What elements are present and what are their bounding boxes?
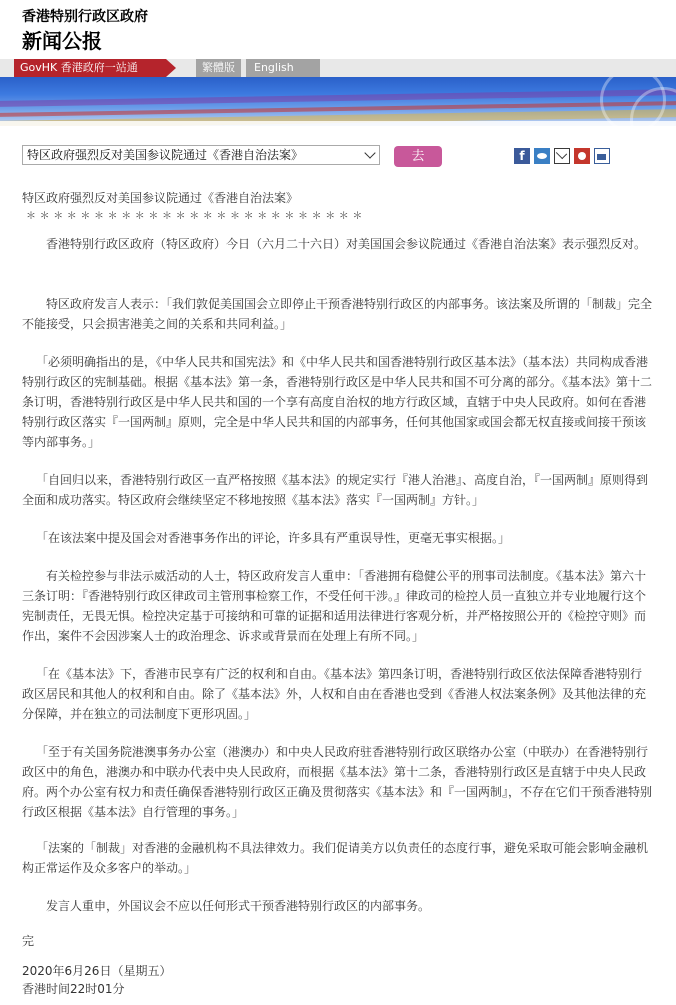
release-time: 香港时间22时01分	[22, 982, 125, 996]
story-select-value: 特区政府强烈反对美国参议院通过《香港自治法案》	[27, 148, 304, 162]
print-icon[interactable]	[594, 148, 610, 164]
header-banner	[0, 77, 676, 126]
top-nav	[0, 59, 676, 77]
paragraph: 特区政府发言人表示：「我们敦促美国国会立即停止干预香港特别行政区的内部事务。该法案及所谓的「制裁」完全不能接受，只会损害港美之间的关系和共同利益。」	[22, 297, 653, 331]
traditional-chinese-link[interactable]: 繁體版	[196, 59, 241, 77]
page-title: 新闻公报	[22, 29, 102, 53]
paragraph: 「至于有关国务院港澳事务办公室（港澳办）和中央人民政府驻香港特别行政区联络办公室（中联办）在香港特别行政区中的角色，港澳办和中联办代表中央人民政府，而根据《基本法》第十二条，香港特别行政区是直辖于中央人民政府。两个办公室有权力和责任确保香港特别行政区正确及贯彻落实《基本法》和『一国两制』，不存在它们干预香港特别行政区根据《基本法》自行管理的事务。」	[22, 745, 653, 819]
nav-arrow	[166, 59, 176, 77]
paragraph: 「必须明确指出的是，《中华人民共和国宪法》和《中华人民共和国香港特别行政区基本法》（基本法）共同构成香港特别行政区的宪制基础。根据《基本法》第一条，香港特别行政区是中华人民共和国不可分离的部分。《基本法》第十二条订明，香港特别行政区是中华人民共和国的一个享有高度自治权的地方行政区域，直辖于中央人民政府。如何在香港特别行政区落实『一国两制』原则，完全是中华人民共和国的内部事务，任何其他国家或国会都无权直接或间接干预该等内部事务。」	[22, 355, 653, 449]
paragraph: 「法案的「制裁」对香港的金融机构不具法律效力。我们促请美方以负责任的态度行事，避免采取可能会影响金融机构正常运作及众多客户的举动。」	[22, 841, 649, 875]
end-mark: 完	[22, 934, 35, 948]
email-icon[interactable]	[554, 148, 570, 164]
paragraph: 「在该法案中提及国会对香港事务作出的评论，许多具有严重误导性，更毫无事实根据。」	[36, 531, 511, 545]
paragraph: 「在《基本法》下，香港市民享有广泛的权利和自由。《基本法》第四条订明，香港特别行政区依法保障香港特别行政区居民和其他人的权利和自由。除了《基本法》外，人权和自由在香港也受到《香港人权法案条例》及其他法律的充分保障，并在独立的司法制度下更形巩固。」	[22, 667, 647, 721]
govhk-label: GovHK 香港政府一站通	[20, 61, 138, 74]
weibo-icon[interactable]	[574, 148, 590, 164]
star-divider: ＊＊＊＊＊＊＊＊＊＊＊＊＊＊＊＊＊＊＊＊＊＊＊＊＊	[26, 211, 366, 222]
release-date: 2020年6月26日（星期五）	[22, 964, 172, 978]
facebook-icon[interactable]: f	[514, 148, 530, 164]
paragraph: 「自回归以来，香港特别行政区一直严格按照《基本法》的规定实行『港人治港』、高度自治，『一国两制』原则得到全面和成功落实。特区政府会继续坚定不移地按照《基本法》落实『一国两制』方针。」	[22, 473, 649, 507]
article-headline: 特区政府强烈反对美国参议院通过《香港自治法案》	[22, 191, 299, 205]
gov-title: 香港特别行政区政府	[22, 9, 148, 25]
paragraph: 有关检控参与非法示威活动的人士，特区政府发言人重申：「香港拥有稳健公平的刑事司法制度。《基本法》第六十三条订明：『香港特别行政区律政司主管刑事检察工作，不受任何干涉。』律政司的检控人员一直独立并专业地履行这个宪制责任，无畏无惧。检控决定基于可接纳和可靠的证据和适用法律进行客观分析，并严格按照公开的《检控守则》而作出，案件不会因涉案人士的政治理念、诉求或背景而在处理上有所不同。」	[22, 569, 647, 643]
story-select[interactable]	[22, 145, 380, 165]
paragraph: 发言人重申，外国议会不应以任何形式干预香港特别行政区的内部事务。	[46, 899, 431, 913]
govhk-link[interactable]	[14, 59, 166, 77]
twitter-icon[interactable]	[534, 148, 550, 164]
banner-band	[0, 121, 676, 126]
chevron-down-icon	[364, 147, 375, 158]
english-link[interactable]: English	[246, 59, 320, 77]
go-button[interactable]: 去	[394, 146, 442, 167]
paragraph: 香港特别行政区政府（特区政府）今日（六月二十六日）对美国国会参议院通过《香港自治法案》表示强烈反对。	[46, 237, 647, 251]
